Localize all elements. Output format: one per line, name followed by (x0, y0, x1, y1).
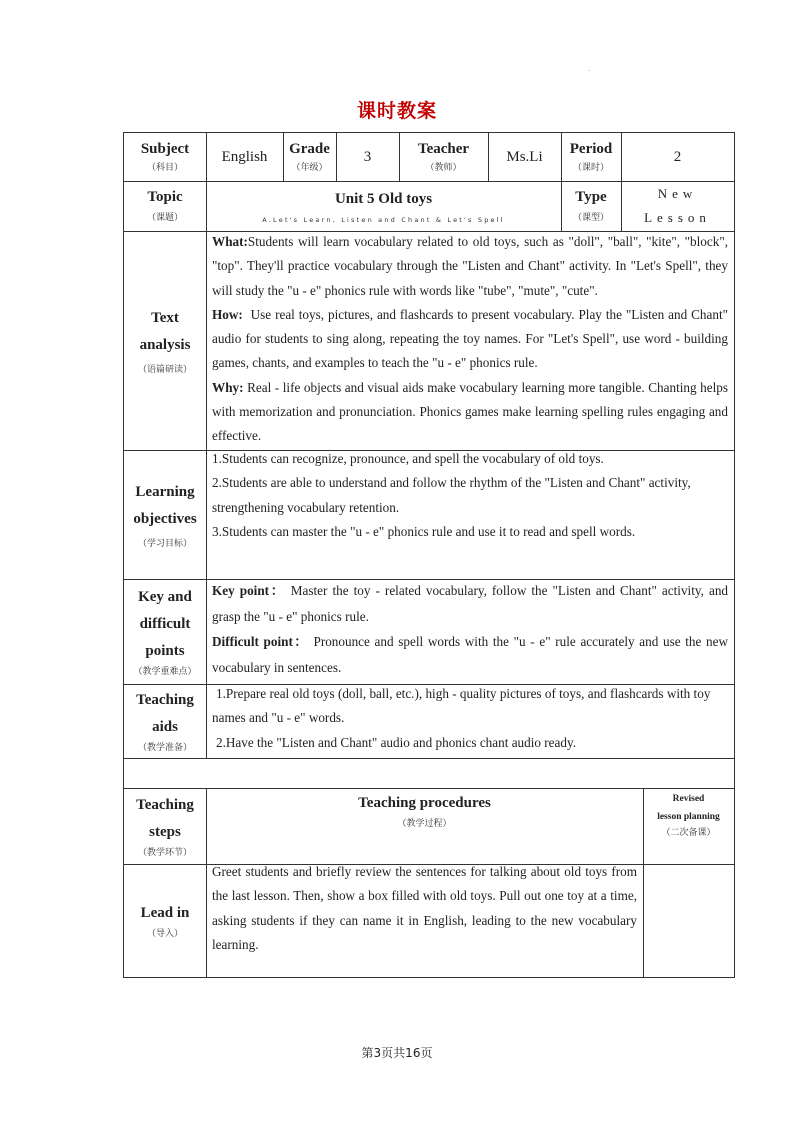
subject-value-cell (206, 133, 283, 181)
row-divider (124, 758, 734, 759)
steps-label-cell (124, 788, 206, 864)
type-label-cn: （课型） (572, 213, 609, 223)
topic-value-cell (206, 181, 561, 231)
revised-header-cell (643, 788, 734, 864)
key-label-3: points (145, 643, 185, 659)
period-label-cell (561, 133, 621, 181)
lead-in-text: Greet students and briefly review the sentences for talking about old toys from the last lesson. Then, show a box filled with old toys. Pull out one toy at a time, asking students if they can name it in English, leading to the new vocabulary learning. (212, 864, 637, 952)
aids-label-1: Teaching (136, 692, 194, 708)
revised-label-cn: （二次备课） (661, 828, 716, 838)
analysis-label-cn: （语篇研读） (137, 364, 192, 375)
objectives-label-cn: （学习目标） (137, 538, 192, 549)
aid-item: 1.Prepare real old toys (doll, ball, etc.), high - quality pictures of toys, and flashcards with toy names and "u - e" words. (212, 686, 711, 726)
subject-label-cn: （科目） (146, 163, 183, 173)
steps-label-2: steps (149, 824, 181, 840)
type-value-line1: New (657, 186, 698, 201)
teacher-label-cn: （教师） (425, 163, 462, 173)
grade-label-cell (283, 133, 336, 181)
teacher-label-cell (399, 133, 488, 181)
stray-dot: . (588, 64, 590, 73)
steps-label-1: Teaching (136, 797, 194, 813)
lead-in-label-cn: （导入） (146, 929, 183, 939)
aids-label-cn: （教学准备） (137, 743, 192, 753)
type-value-cell (621, 181, 734, 231)
page-title: 课时教案 (356, 100, 437, 122)
teacher-value-cell (488, 133, 561, 181)
type-value-line2: Lesson (644, 210, 711, 225)
aids-label-2: aids (152, 719, 178, 735)
type-label: Type (575, 189, 607, 205)
what-label: What: (212, 234, 248, 249)
topic-label: Topic (147, 189, 183, 205)
difficult-point-label: Difficult point： (212, 634, 309, 649)
type-label-cell (561, 181, 621, 231)
revised-label-1: Revised (672, 794, 705, 804)
period-label-cn: （课时） (572, 163, 609, 173)
grade-value-cell (336, 133, 399, 181)
why-text: Real - life objects and visual aids make vocabulary learning more tangible. Chanting helps with memorization and pronunciation. Phonics games make learning spelling rules engaging and effective. (212, 379, 728, 444)
period-value: 2 (673, 148, 682, 165)
subject-label: Subject (140, 141, 190, 157)
lead-in-content (212, 860, 637, 957)
subject-label-cell (124, 133, 206, 181)
objectives-label-1: Learning (135, 483, 195, 500)
key-point-label: Key point： (212, 583, 286, 598)
page-number: 第3页共16页 (361, 1046, 433, 1060)
lead-in-label: Lead in (140, 905, 190, 921)
objective-item: 1.Students can recognize, pronounce, and spell the vocabulary of old toys. (212, 451, 604, 466)
topic-subtitle: A.Let's Learn, Listen and Chant & Let's Spell (262, 215, 505, 224)
procedures-title: Teaching procedures (358, 795, 491, 811)
objective-item: 2.Students are able to understand and follow the rhythm of the "Listen and Chant" activity, strengthening vocabulary retention. (212, 475, 691, 515)
grade-label-cn: （年级） (291, 163, 328, 173)
why-label: Why: (212, 379, 244, 395)
how-label: How: (212, 306, 243, 322)
steps-label-cn: （教学环节） (137, 848, 192, 858)
procedures-header-cell (206, 788, 643, 864)
key-label-cn: （教学重难点） (133, 667, 197, 677)
what-text: Students will learn vocabulary related to old toys, such as "doll", "ball", "kite", "block", "top". They'll practice vocabulary through the "Listen and Chant" activity. In "Let's Spell", they will study the "u - e" phonics rule with words like "tube", "mute", "cute". (212, 234, 728, 298)
teacher-value: Ms.Li (506, 148, 543, 165)
objectives-content (212, 447, 728, 544)
key-label-2: difficult (139, 616, 191, 632)
key-points-content (212, 578, 728, 680)
how-text: Use real toys, pictures, and flashcards to present vocabulary. Play the "Listen and Chant" audio for students to sing along, repeating the toy names. For "Let's Spell", use word - building games, chants, and examples to teach the "u - e" phonics rule. (212, 306, 729, 371)
objective-item: 3.Students can master the "u - e" phonics rule and use it to read and spell words. (212, 523, 636, 539)
lesson-plan-table (123, 132, 735, 978)
topic-label-cell (124, 181, 206, 231)
grade-label: Grade (289, 141, 330, 157)
analysis-label-2: analysis (139, 336, 191, 353)
difficult-point-text: Pronounce and spell words with the "u - e" rule accurately and use the new vocabulary in sentences. (212, 634, 728, 675)
objectives-label-2: objectives (133, 510, 197, 527)
aids-content (212, 682, 728, 755)
aid-item: 2.Have the "Listen and Chant" audio and phonics chant audio ready. (216, 734, 577, 750)
analysis-label-1: Text (151, 309, 179, 326)
revised-label-2: lesson planning (657, 812, 720, 822)
analysis-label-cell (124, 231, 206, 450)
period-value-cell (621, 133, 734, 181)
lead-in-label-cell (124, 864, 206, 977)
topic-value: Unit 5 Old toys (334, 190, 433, 207)
teacher-label: Teacher (417, 141, 470, 157)
analysis-content (212, 230, 728, 449)
key-label-1: Key and (138, 589, 192, 605)
key-point-text: Master the toy - related vocabulary, follow the "Listen and Chant" activity, and grasp the "u - e" phonics rule. (212, 583, 729, 624)
period-label: Period (569, 141, 613, 157)
key-points-label-cell (124, 579, 206, 684)
subject-value: English (221, 148, 268, 165)
procedures-title-cn: （教学过程） (397, 819, 452, 829)
objectives-label-cell (124, 450, 206, 579)
topic-label-cn: （课题） (146, 213, 183, 223)
grade-value: 3 (363, 148, 372, 165)
aids-label-cell (124, 684, 206, 758)
